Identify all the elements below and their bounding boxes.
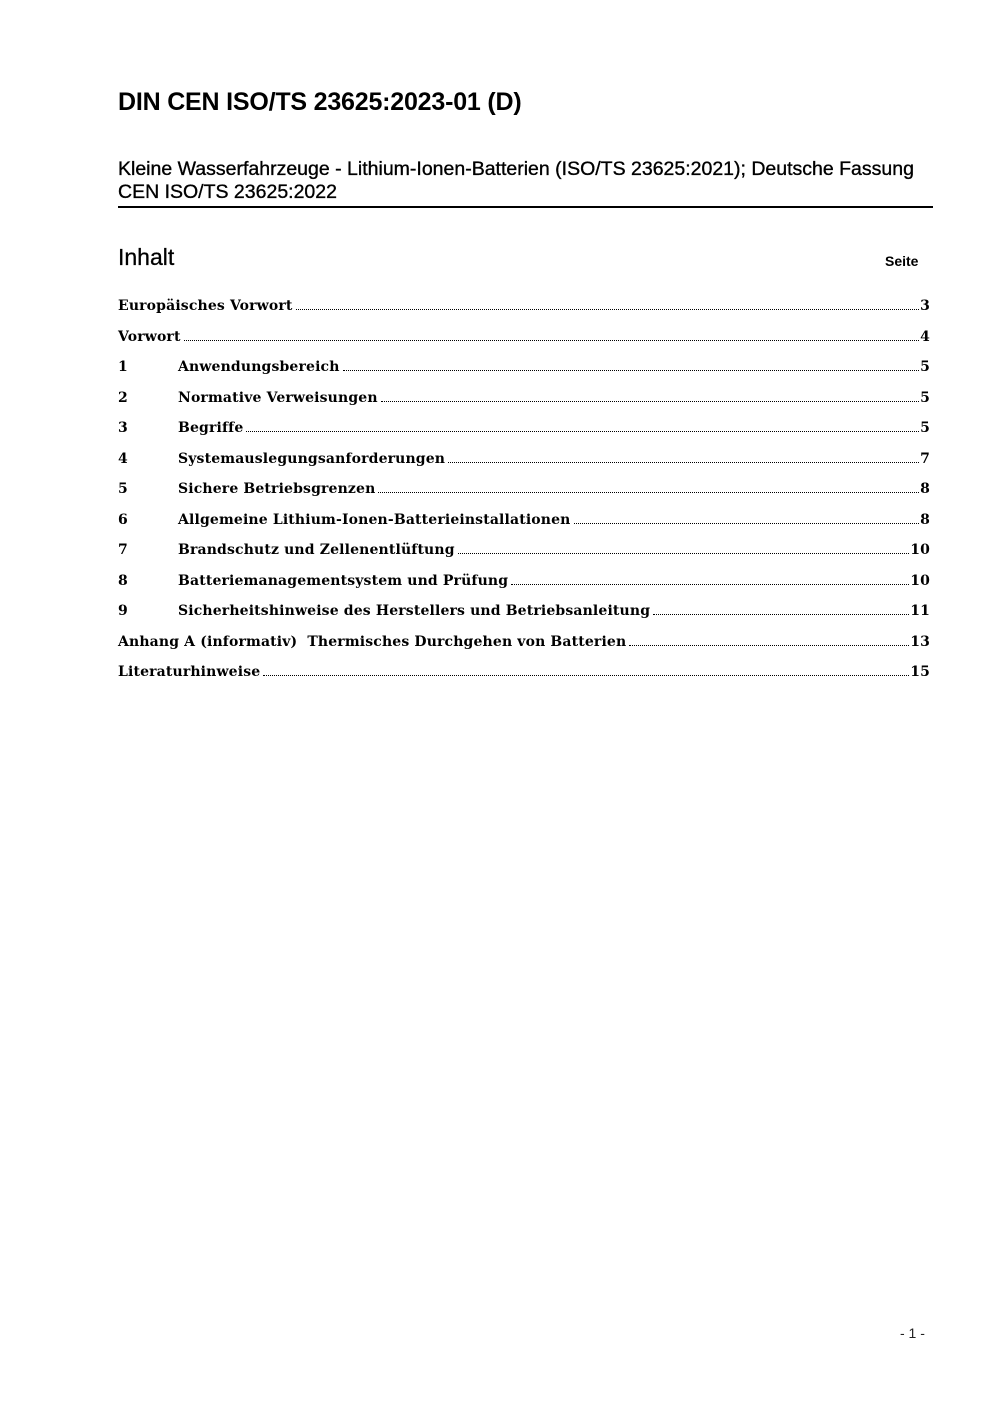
document-title: DIN CEN ISO/TS 23625:2023-01 (D) <box>118 88 522 116</box>
toc-dot-leader <box>246 431 919 432</box>
toc-entry-section-2[interactable] <box>118 390 930 421</box>
toc-entry-number: 4 <box>118 450 128 467</box>
toc-entry-number: 2 <box>118 389 128 406</box>
toc-entry-page: 10 <box>910 572 930 589</box>
toc-entry-europaeisches-vorwort[interactable] <box>118 298 930 329</box>
toc-entry-number: 8 <box>118 572 128 589</box>
toc-entry-page: 15 <box>910 664 930 680</box>
toc-entry-vorwort[interactable] <box>118 329 930 360</box>
toc-entry-page: 10 <box>910 542 930 558</box>
toc-entry-page: 13 <box>910 633 930 650</box>
toc-dot-leader <box>343 370 920 371</box>
toc-entry-number: 3 <box>118 420 128 436</box>
toc-entry-section-1[interactable] <box>118 359 930 390</box>
toc-entry-title: Anwendungsbereich <box>178 359 340 375</box>
toc-entry-literaturhinweise[interactable] <box>118 664 930 695</box>
toc-dot-leader <box>574 523 920 524</box>
toc-entry-title: Begriffe <box>178 420 244 436</box>
toc-heading: Inhalt <box>118 244 175 270</box>
toc-entry-title: Sichere Betriebsgrenzen <box>178 481 376 497</box>
toc-dot-leader <box>378 492 919 493</box>
toc-dot-leader <box>184 340 920 341</box>
toc-entry-number: 5 <box>118 481 128 497</box>
toc-entry-section-9[interactable] <box>118 603 930 634</box>
toc-dot-leader <box>448 462 919 463</box>
toc-entry-page: 5 <box>920 389 930 406</box>
toc-entry-page: 8 <box>920 511 930 528</box>
toc-dot-leader <box>653 614 909 615</box>
page-number: - 1 - <box>900 1325 925 1341</box>
toc-dot-leader <box>381 401 919 402</box>
table-of-contents <box>118 298 930 695</box>
toc-entry-number: 9 <box>118 603 128 619</box>
toc-entry-title: Systemauslegungsanforderungen <box>178 450 446 467</box>
toc-entry-number: 6 <box>118 511 128 528</box>
toc-page-column-label: Seite <box>885 253 919 269</box>
toc-entry-title: Batteriemanagementsystem und Prüfung <box>178 572 509 589</box>
toc-entry-title: Brandschutz und Zellenentlüftung <box>178 542 455 558</box>
toc-entry-section-8[interactable] <box>118 573 930 604</box>
toc-dot-leader <box>629 645 909 646</box>
toc-entry-title: Anhang A (informativ) Thermisches Durchgehen von Batterien <box>118 633 627 650</box>
toc-entry-number: 7 <box>118 542 128 558</box>
toc-entry-title: Sicherheitshinweise des Herstellers und Betriebsanleitung <box>178 603 651 619</box>
toc-dot-leader <box>263 675 909 676</box>
toc-entry-page: 3 <box>920 298 930 314</box>
toc-entry-title: Normative Verweisungen <box>178 389 378 406</box>
toc-entry-page: 8 <box>920 481 930 497</box>
toc-entry-section-3[interactable] <box>118 420 930 451</box>
toc-entry-number: 1 <box>118 359 128 375</box>
document-subtitle: Kleine Wasserfahrzeuge - Lithium-Ionen-Batterien (ISO/TS 23625:2021); Deutsche Fassung CEN ISO/TS 23625:2022 <box>118 158 933 208</box>
toc-entry-page: 7 <box>920 450 930 467</box>
toc-entry-anhang-a[interactable] <box>118 634 930 665</box>
toc-entry-page: 11 <box>910 603 930 619</box>
toc-dot-leader <box>511 584 909 585</box>
toc-dot-leader <box>458 553 910 554</box>
toc-entry-title: Allgemeine Lithium-Ionen-Batterieinstallationen <box>178 511 571 528</box>
toc-entry-title: Europäisches Vorwort <box>118 298 293 314</box>
toc-entry-section-7[interactable] <box>118 542 930 573</box>
toc-entry-section-6[interactable] <box>118 512 930 543</box>
toc-entry-title: Literaturhinweise <box>118 664 261 680</box>
toc-dot-leader <box>296 309 920 310</box>
toc-entry-page: 5 <box>920 420 930 436</box>
toc-entry-section-5[interactable] <box>118 481 930 512</box>
toc-entry-page: 5 <box>920 359 930 375</box>
toc-entry-section-4[interactable] <box>118 451 930 482</box>
toc-entry-page: 4 <box>920 328 930 345</box>
toc-entry-title: Vorwort <box>118 328 181 345</box>
